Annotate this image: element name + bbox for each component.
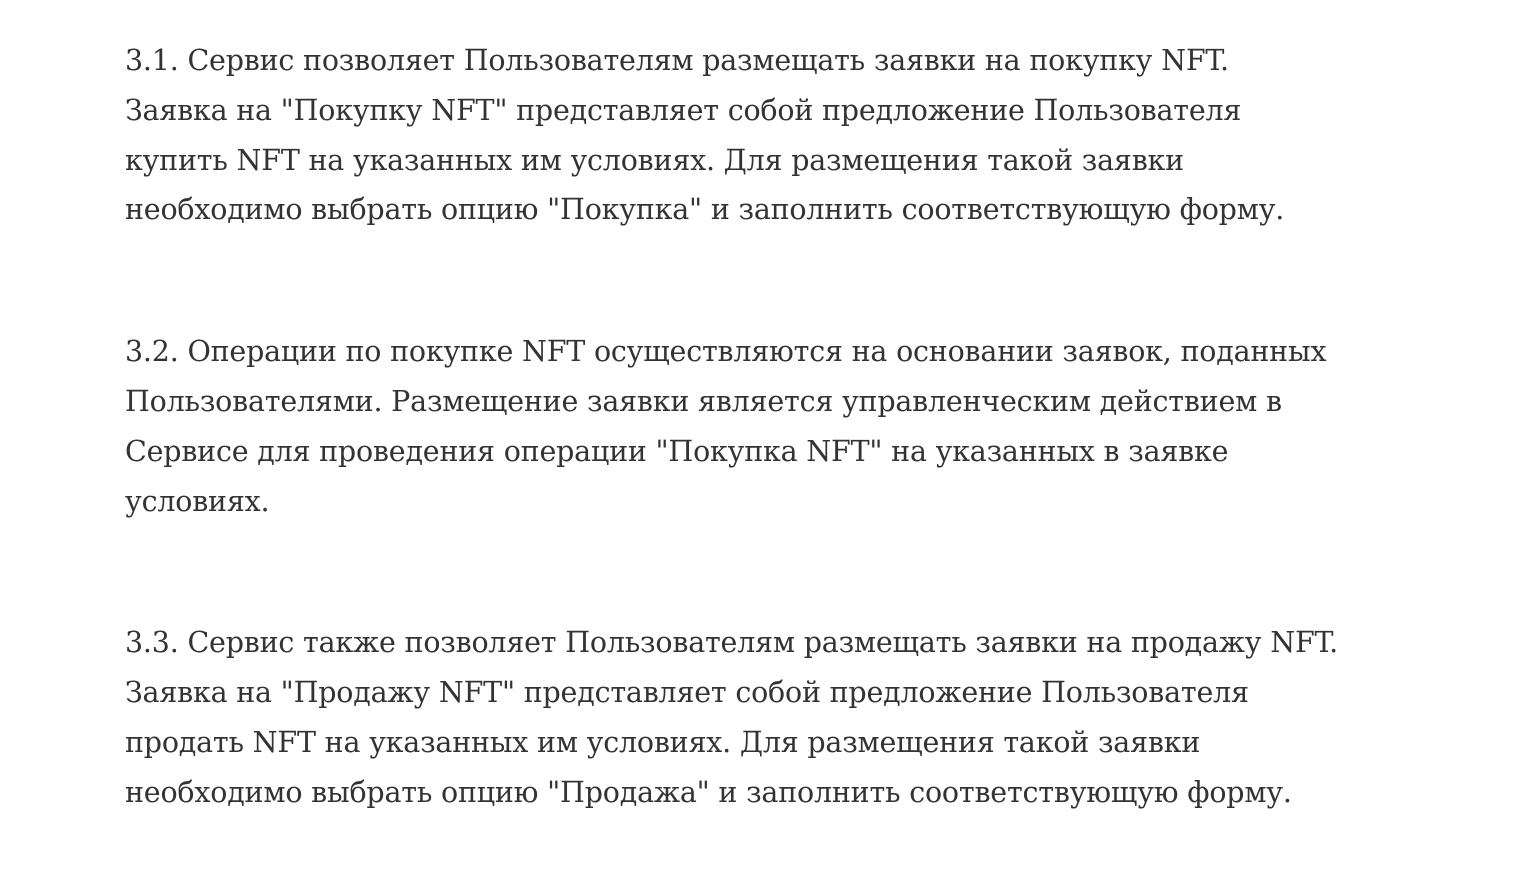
paragraph-3-1: 3.1. Сервис позволяет Пользователям размещать заявки на покупку NFT. Заявка на "Покупку NFT" представляет собой предложение Пользователя купить NFT на указанных им условиях. Для размещения такой заявки необходимо выбрать опцию "Покупка" и заполнить соответствующую форму. bbox=[125, 44, 1285, 227]
paragraph-3-3: 3.3. Сервис также позволяет Пользователям размещать заявки на продажу NFT. Заявка на "Продажу NFT" представляет собой предложение Пользователя продать NFT на указанных им условиях. Для размещения такой заявки необходимо выбрать опцию "Продажа" и заполнить соответствующую форму. bbox=[125, 626, 1339, 809]
paragraph-3-2: 3.2. Операции по покупке NFT осуществляются на основании заявок, поданных Пользователями. Размещение заявки является управленческим действием в Сервисе для проведения операции "Покупка NFT" на указанных в заявке условиях. bbox=[125, 335, 1327, 518]
article-body bbox=[125, 36, 1340, 818]
